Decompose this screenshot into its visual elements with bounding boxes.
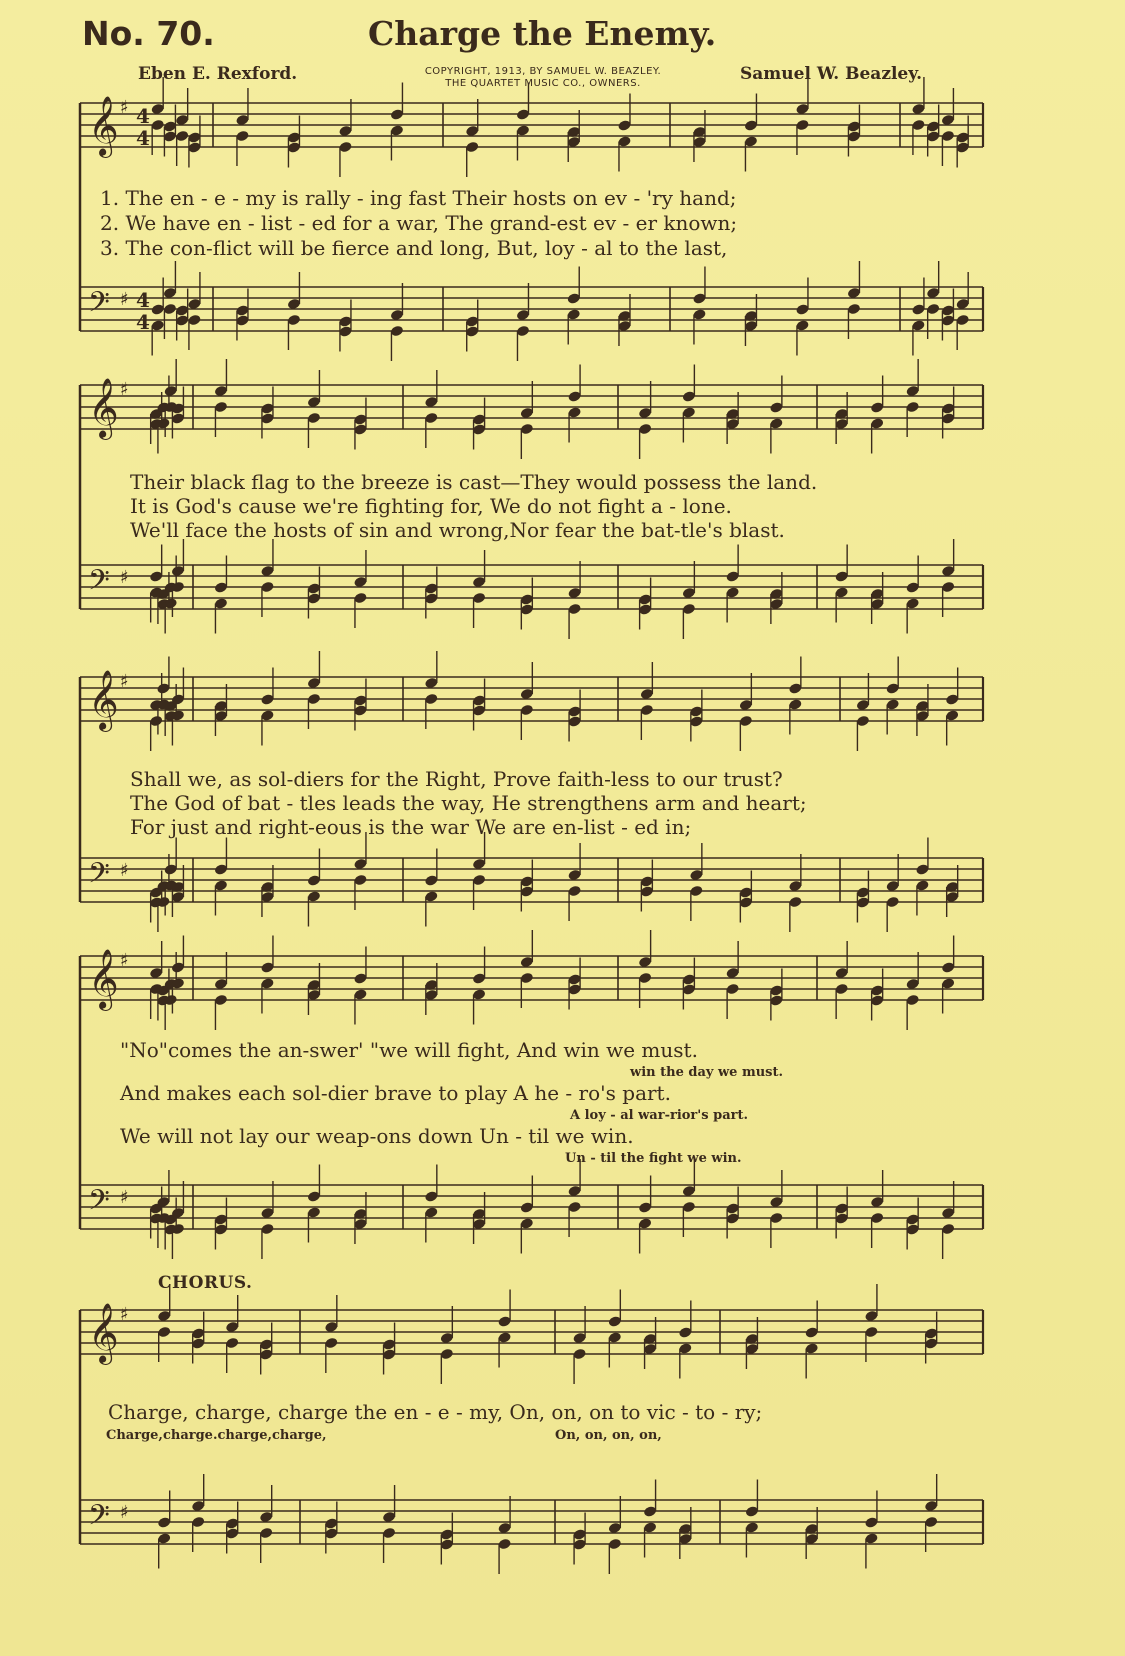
- lyric-chorus-echo2: On, on, on, on,: [555, 1428, 662, 1443]
- lyric-s2-verse2: It is God's cause we're fighting for, We do not fight a - lone.: [130, 494, 732, 518]
- lyric-s3-verse2: The God of bat - tles leads the way, He strengthens arm and heart;: [130, 791, 807, 815]
- sharp-sign-icon: ♯: [120, 97, 129, 118]
- lyric-s4-verse3: We will not lay our weap-ons down Un - til we win.: [120, 1124, 634, 1148]
- copyright-line-1: COPYRIGHT, 1913, BY SAMUEL W. BEAZLEY.: [424, 66, 662, 77]
- treble-clef-icon: 𝄞: [88, 949, 119, 1009]
- bass-clef-icon: 𝄢: [88, 286, 110, 326]
- lyric-s4-verse1: "No"comes the an-swer' "we will fight, And win we must.: [120, 1038, 698, 1062]
- treble-clef-icon: 𝄞: [88, 378, 119, 438]
- lyric-s3-verse1: Shall we, as sol-diers for the Right, Prove faith-less to our trust?: [130, 767, 783, 791]
- sharp-sign-icon: ♯: [120, 860, 129, 881]
- treble-clef-icon: 𝄞: [88, 96, 119, 156]
- lyric-s1-verse1: 1. The en - e - my is rally - ing fast Their hosts on ev - 'ry hand;: [100, 186, 737, 210]
- lyric-s2-verse1: Their black flag to the breeze is cast—They would possess the land.: [130, 470, 818, 494]
- hymn-title: Charge the Enemy.: [368, 14, 717, 53]
- lyric-s4-echo2: A loy - al war-rior's part.: [570, 1108, 748, 1123]
- chorus-label: CHORUS.: [158, 1273, 253, 1293]
- lyric-s1-verse2: 2. We have en - list - ed for a war, The grand-est ev - er known;: [100, 211, 738, 235]
- time-signature-bottom: 4: [136, 126, 150, 150]
- lyric-s2-verse3: We'll face the hosts of sin and wrong,Nor fear the bat-tle's blast.: [130, 518, 785, 542]
- lyric-s3-verse3: For just and right-eous is the war We are en-list - ed in;: [130, 815, 692, 839]
- time-signature-bottom: 4: [136, 310, 150, 334]
- sharp-sign-icon: ♯: [120, 1304, 129, 1325]
- sharp-sign-icon: ♯: [120, 671, 129, 692]
- bass-clef-icon: 𝄢: [88, 857, 110, 897]
- sharp-sign-icon: ♯: [120, 289, 129, 310]
- sharp-sign-icon: ♯: [120, 1187, 129, 1208]
- sharp-sign-icon: ♯: [120, 950, 129, 971]
- hymn-number: No. 70.: [82, 14, 215, 53]
- bass-clef-icon: 𝄢: [88, 1499, 110, 1539]
- lyric-s4-verse2: And makes each sol-dier brave to play A he - ro's part.: [120, 1081, 671, 1105]
- bass-clef-icon: 𝄢: [88, 1184, 110, 1224]
- treble-clef-icon: 𝄞: [88, 670, 119, 730]
- lyric-s4-echo1: win the day we must.: [630, 1065, 783, 1080]
- composer-credit: Samuel W. Beazley.: [740, 64, 923, 84]
- sharp-sign-icon: ♯: [120, 1502, 129, 1523]
- time-signature-top: 4: [136, 288, 150, 312]
- lyric-s4-echo3: Un - til the fight we win.: [565, 1151, 742, 1166]
- lyric-chorus: Charge, charge, charge the en - e - my, On, on, on to vic - to - ry;: [108, 1400, 763, 1424]
- sharp-sign-icon: ♯: [120, 379, 129, 400]
- sharp-sign-icon: ♯: [120, 567, 129, 588]
- lyric-chorus-echo1: Charge,charge.charge,charge,: [106, 1428, 327, 1443]
- lyricist-credit: Eben E. Rexford.: [138, 64, 298, 84]
- copyright-line-2: THE QUARTET MUSIC CO., OWNERS.: [445, 78, 641, 89]
- bass-clef-icon: 𝄢: [88, 564, 110, 604]
- treble-clef-icon: 𝄞: [88, 1303, 119, 1363]
- lyric-s1-verse3: 3. The con-flict will be fierce and long, But, loy - al to the last,: [100, 236, 728, 260]
- time-signature-top: 4: [136, 104, 150, 128]
